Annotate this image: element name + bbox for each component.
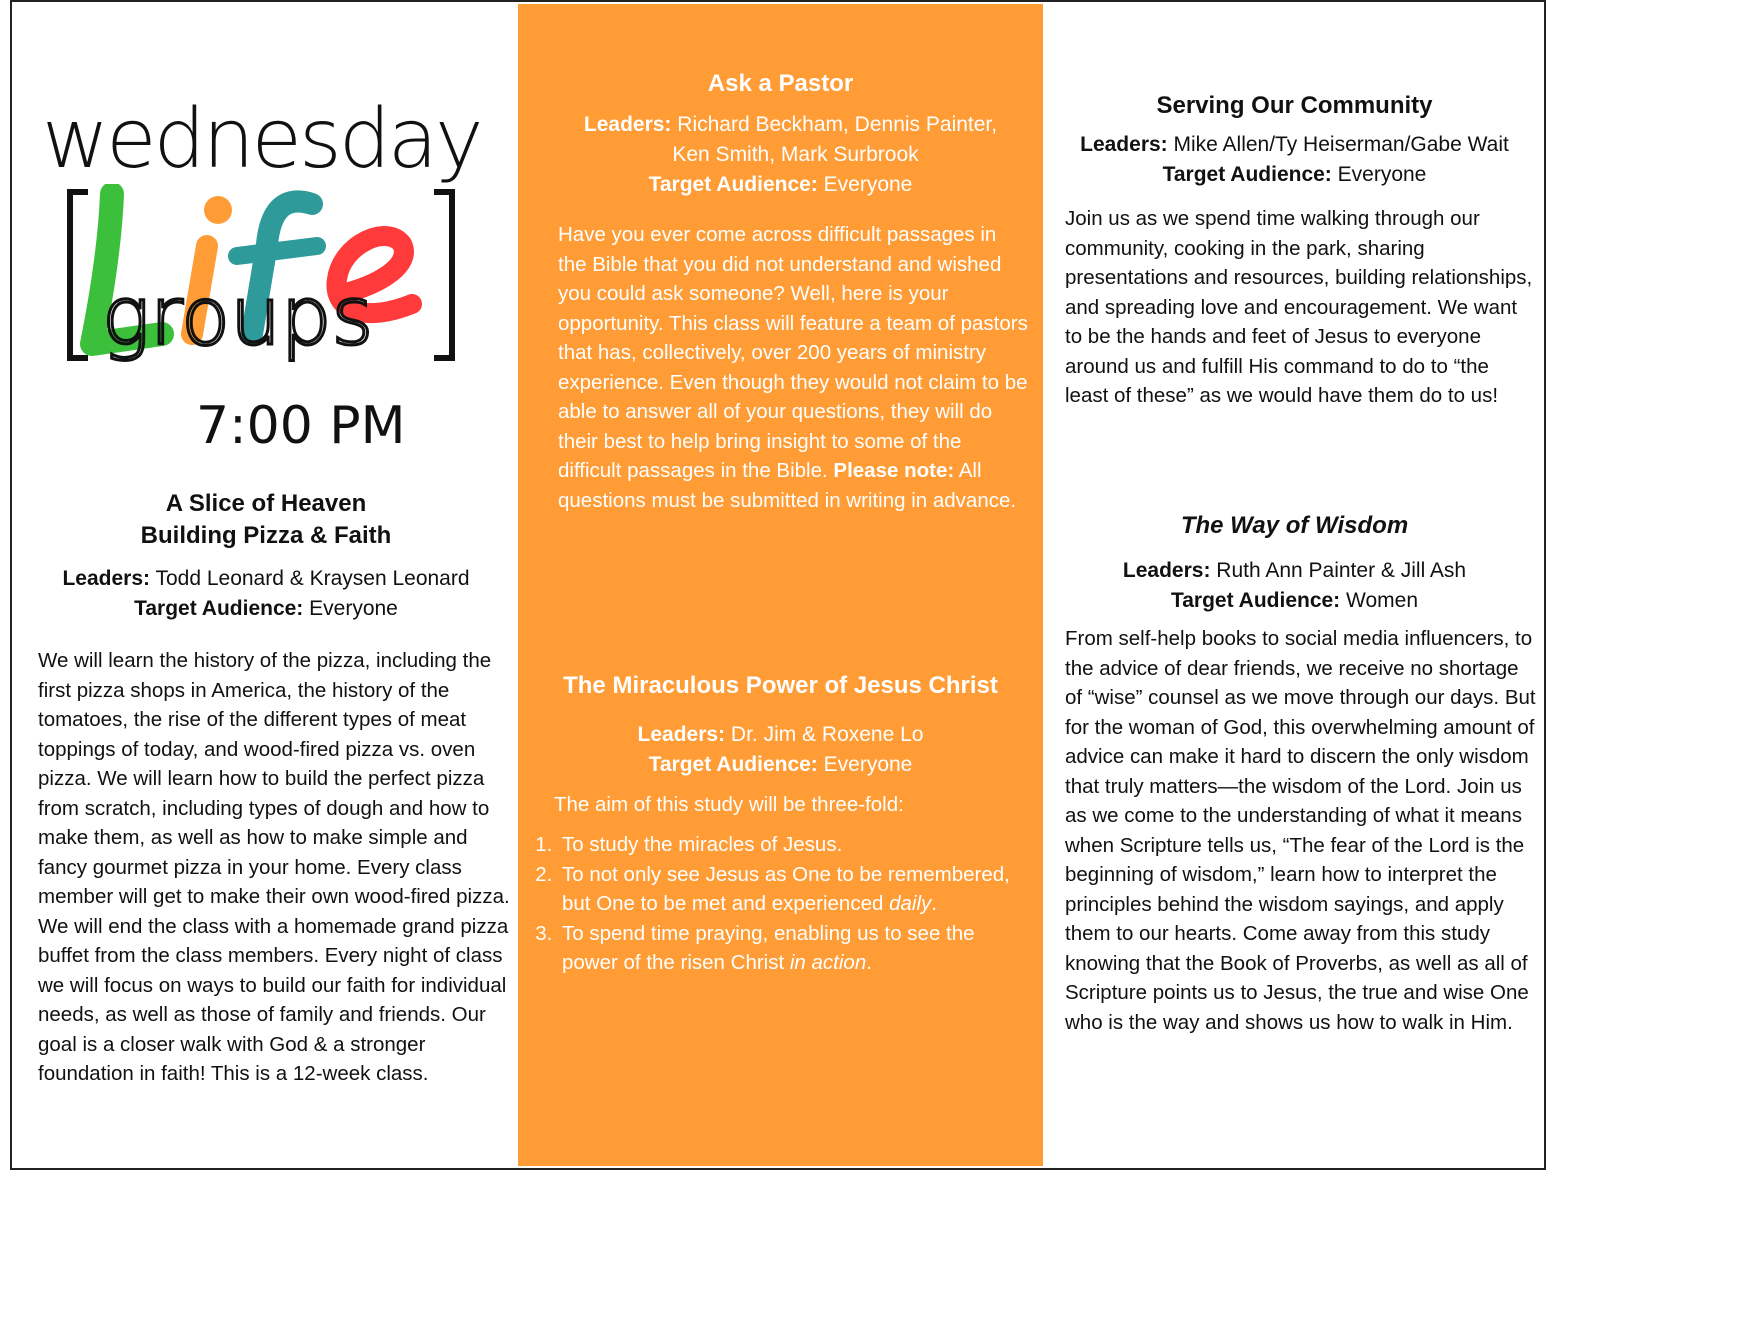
meeting-time: 7:00 PM (196, 396, 406, 456)
pastor-leaders-names-1: Richard Beckham, Dennis Painter, (671, 113, 998, 136)
pizza-leaders-names: Todd Leonard & Kraysen Leonard (150, 567, 470, 590)
serving-audience (1043, 160, 1546, 190)
pastor-audience-label: Target Audience: (648, 173, 818, 196)
right-column (1043, 4, 1546, 1166)
serving-section (1043, 92, 1546, 190)
miracle-title: The Miraculous Power of Jesus Christ (563, 672, 998, 699)
pastor-audience (518, 170, 1043, 200)
pizza-leaders (14, 564, 518, 594)
miracle-list (522, 830, 1028, 978)
wednesday-life-groups-logo (42, 92, 482, 456)
logo-groups-text: groups (102, 270, 374, 363)
serving-leaders-names: Mike Allen/Ty Heiserman/Gabe Wait (1167, 133, 1509, 156)
pastor-title: Ask a Pastor (707, 70, 854, 97)
pastor-section (518, 70, 1043, 200)
wisdom-audience-value: Women (1340, 589, 1418, 612)
miracle-item-3-emphasis: in action (789, 951, 867, 974)
wisdom-title: The Way of Wisdom (1180, 512, 1409, 539)
pastor-leaders-label: Leaders: (583, 113, 672, 136)
serving-description: Join us as we spend time walking through our community, cooking in the park, sharing presentations and resources, building relationships, and spreading love and encouragement. We want to be the hands and feet of Jesus to everyone around us and fulfill His command to do to “the least of these” as we would have them do to us! (1065, 207, 1533, 407)
serving-leaders (1043, 130, 1546, 160)
serving-audience-value: Everyone (1331, 163, 1427, 186)
serving-title: Serving Our Community (1156, 92, 1433, 119)
miracle-audience-value: Everyone (817, 753, 913, 776)
pastor-note: All questions must be submitted in writing in advance. (558, 459, 1017, 512)
miracle-item-2-emphasis: daily (889, 892, 932, 915)
pastor-leaders-names-2: Ken Smith, Mark Surbrook (672, 143, 919, 166)
wisdom-audience (1043, 586, 1546, 616)
middle-column (518, 4, 1043, 1166)
pizza-title-line1: A Slice of Heaven (165, 490, 367, 517)
wisdom-audience-label: Target Audience: (1170, 589, 1341, 612)
miracle-item-2-text: To not only see Jesus as One to be remembered, but One to be met and experienced (562, 862, 1010, 915)
pizza-title-line2: Building Pizza & Faith (140, 522, 392, 549)
miracle-list-item (558, 830, 1028, 860)
pastor-description (558, 220, 1028, 515)
miracle-item-3-text: To spend time praying, enabling us to see the power of the risen Christ (562, 921, 975, 974)
pizza-audience (14, 594, 518, 624)
miracle-leaders (518, 720, 1043, 750)
wisdom-leaders (1043, 556, 1546, 586)
miracle-leaders-names: Dr. Jim & Roxene Lo (725, 723, 924, 746)
wisdom-leaders-names: Ruth Ann Painter & Jill Ash (1210, 559, 1467, 582)
wisdom-description: From self-help books to social media influencers, to the advice of dear friends, we receive no shortage of “wise” counsel as we move through our days. But for the woman of God, this overwhelming amount of advice can make it hard to discern the only wisdom that truly matters—the wisdom of the Lord. Join us as we come to the understanding of what it means when Scripture tells us, “The fear of the Lord is the beginning of wisdom,” learn how to interpret the principles behind the wisdom sayings, and apply them to our hearts. Come away from this study knowing that the Book of Proverbs, as well as all of Scripture points us to Jesus, the true and wise One who is the way and shows us how to walk in Him. (1065, 627, 1536, 1034)
miracle-audience (518, 750, 1043, 780)
miracle-item-1-text: To study the miracles of Jesus. (562, 833, 843, 856)
brochure-frame (10, 0, 1546, 1170)
miracle-leaders-label: Leaders: (637, 723, 726, 746)
pizza-section (14, 490, 518, 624)
miracle-item-2-end: . (931, 892, 937, 915)
pizza-leaders-label: Leaders: (62, 567, 151, 590)
miracle-audience-label: Target Audience: (648, 753, 818, 776)
pizza-audience-label: Target Audience: (134, 597, 304, 620)
serving-leaders-label: Leaders: (1080, 133, 1168, 156)
logo-wednesday-text: wednesday (42, 92, 481, 187)
pastor-note-label: Please note: (833, 459, 955, 482)
left-column (14, 4, 518, 1166)
wisdom-section (1043, 512, 1546, 616)
pizza-audience-value: Everyone (303, 597, 398, 620)
serving-audience-label: Target Audience: (1162, 163, 1332, 186)
miracle-list-item (558, 860, 1028, 919)
pastor-leaders (518, 110, 1043, 140)
miracle-intro: The aim of this study will be three-fold: (554, 793, 904, 816)
pastor-audience-value: Everyone (817, 173, 913, 196)
miracle-section (518, 672, 1043, 780)
miracle-list-item (558, 919, 1028, 978)
miracle-list-wrap (522, 830, 1028, 978)
wisdom-leaders-label: Leaders: (1122, 559, 1211, 582)
pizza-description: We will learn the history of the pizza, including the first pizza shops in America, the history of the tomatoes, the rise of the different types of meat toppings of today, and wood-fired pizza vs. oven pizza. We will learn how to build the perfect pizza from scratch, including types of dough and how to make them, as well as how to make simple and fancy gourmet pizza in your home. Every class member will get to make their own wood-fired pizza. We will end the class with a homemade grand pizza buffet from the class members. Every night of class we will focus on ways to build our faith for individual needs, as well as those of family and friends. Our goal is a closer walk with God & a stronger foundation in faith! This is a 12-week class. (38, 649, 510, 1085)
miracle-item-3-end: . (866, 951, 872, 974)
pastor-body: Have you ever come across difficult passages in the Bible that you did not understand and wished you could ask someone? Well, here is your opportunity. This class will feature a team of pastors that has, collectively, over 200 years of ministry experience. Even though they would not claim to be able to answer all of your questions, they will do their best to help bring insight to some of the difficult passages in the Bible. (558, 223, 1028, 482)
life-groups-graphic (42, 184, 482, 394)
